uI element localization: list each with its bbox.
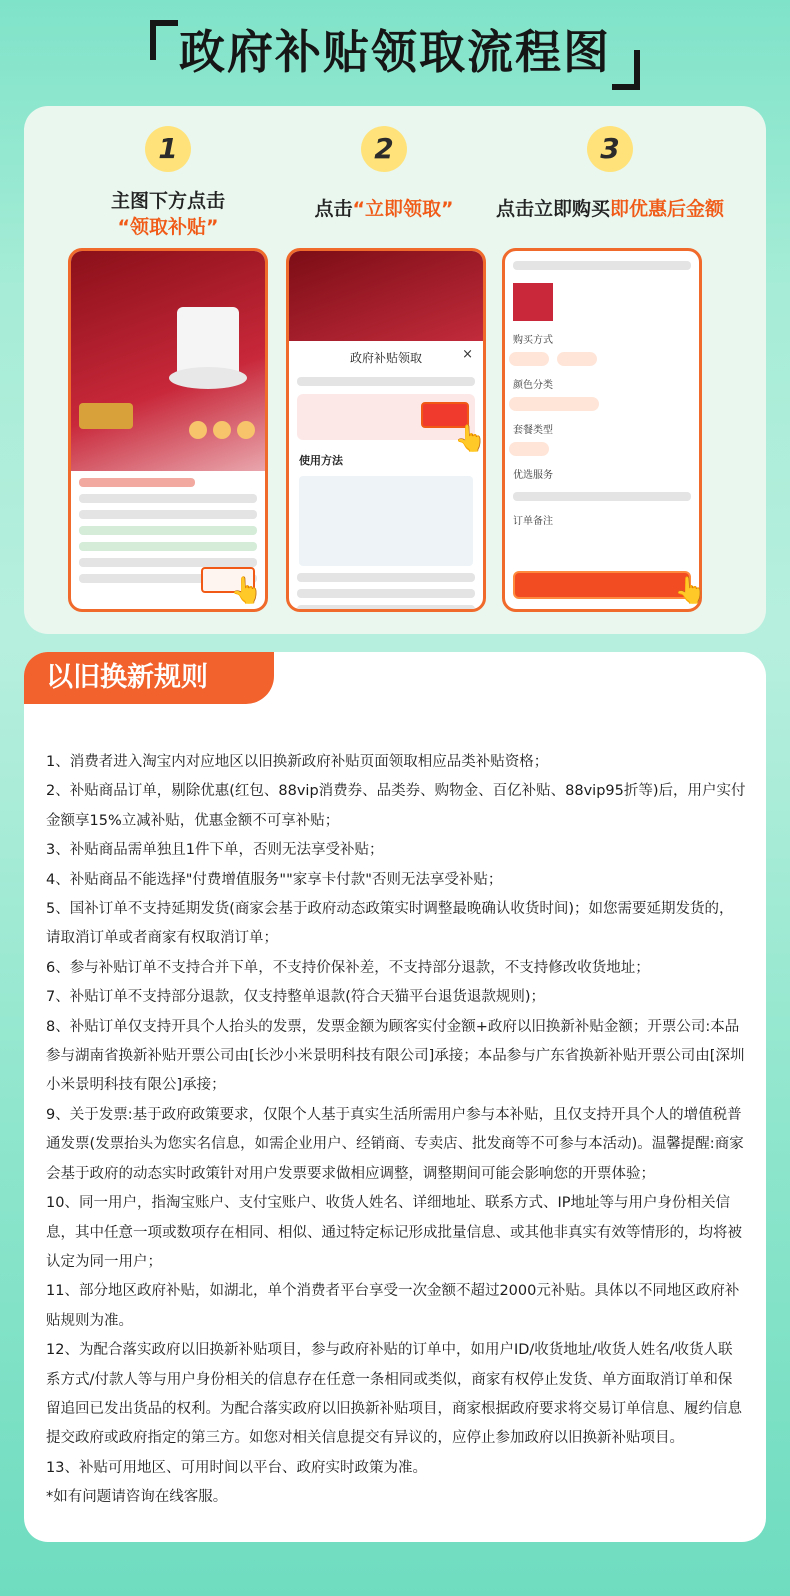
product-robot-image bbox=[169, 367, 247, 389]
option-chip bbox=[509, 397, 599, 411]
blurred-info-line bbox=[79, 542, 257, 551]
rule-item: *如有问题请咨询在线客服。 bbox=[46, 1489, 228, 1506]
phone-screenshot-3 bbox=[502, 248, 702, 612]
rules-panel bbox=[24, 652, 766, 1542]
blurred-info-line bbox=[79, 558, 257, 567]
step-2 bbox=[264, 126, 504, 222]
blurred-info-line bbox=[297, 605, 475, 612]
blurred-info-line bbox=[297, 573, 475, 582]
option-chip bbox=[509, 352, 549, 366]
step-caption bbox=[48, 188, 288, 240]
step-caption-line: 主图下方点击 bbox=[110, 190, 225, 212]
title-bracket-right bbox=[612, 50, 640, 90]
buy-now-bar-image bbox=[513, 571, 691, 599]
step-1 bbox=[48, 126, 288, 240]
step-caption bbox=[264, 196, 504, 222]
color-label: 颜色分类 bbox=[513, 380, 553, 391]
promo-badges bbox=[183, 421, 255, 443]
rule-item: 10、同一用户，指淘宝账户、支付宝账户、收货人姓名、详细地址、联系方式、IP地址等与用户身份相关信息，其中任意一项或数项存在相同、相似、通过特定标记形成批量信息、或其他非真实有效等情形的，均将被认定为同一用户； bbox=[46, 1195, 742, 1270]
close-icon: × bbox=[462, 347, 473, 362]
pointer-hand-icon: 👆 bbox=[230, 576, 263, 606]
product-hero-image bbox=[71, 251, 265, 471]
sheet-title: 政府补贴领取 bbox=[349, 351, 422, 365]
rule-item: 4、补贴商品不能选择"付费增值服务""家享卡付款"否则无法享受补贴； bbox=[46, 871, 503, 888]
step-caption-highlight: “立即领取” bbox=[352, 198, 454, 220]
blurred-info-line bbox=[297, 377, 475, 386]
blurred-shop-line bbox=[513, 261, 691, 270]
rule-item: 1、消费者进入淘宝内对应地区以旧换新政府补贴页面领取相应品类补贴资格； bbox=[46, 754, 549, 770]
rule-item: 11、部分地区政府补贴，如湖北，单个消费者平台享受一次金额不超过2000元补贴。具体以不同地区政府补贴规则为准。 bbox=[46, 1283, 740, 1329]
option-chip bbox=[557, 352, 597, 366]
package-label: 套餐类型 bbox=[513, 425, 553, 436]
price-tag-image bbox=[79, 403, 133, 429]
blurred-price-line bbox=[79, 478, 195, 487]
rule-item: 8、补贴订单仅支持开具个人抬头的发票，发票金额为顾客实付金额+政府以旧换新补贴金额；开票公司:本品参与湖南省换新补贴开票公司由[长沙小米景明科技有限公司]承接；本品参与广东省换新补贴开票公司由[深圳小米景明科技有限公]承接； bbox=[46, 1018, 745, 1094]
rule-item: 5、国补订单不支持延期发货(商家会基于政府动态政策实时调整最晚确认收货时间)；如您需要延期发货的，请取消订单或者商家有权取消订单； bbox=[46, 901, 734, 947]
page-title: 政府补贴领取流程图 bbox=[179, 25, 611, 79]
rule-item: 2、补贴商品订单，剔除优惠(红包、88vip消费券、品类券、购物金、百亿补贴、88vip95折等)后，用户实付金额享15%立减补贴，优惠金额不可享补贴； bbox=[46, 783, 746, 829]
rules-list bbox=[46, 748, 746, 1513]
blurred-info-line bbox=[297, 589, 475, 598]
step-3 bbox=[490, 126, 730, 222]
rule-item: 9、关于发票:基于政府政策要求，仅限个人基于真实生活所需用户参与本补贴，且仅支持开具个人的增值税普通发票(发票抬头为您实名信息，如需企业用户、经销商、专卖店、批发商等不可参与本活动)。温馨提醒:商家会基于政府的动态实时政策针对用户发票要求做相应调整，调整期间可能会影响您的开票体验； bbox=[46, 1106, 744, 1182]
subsidy-offer-card bbox=[297, 394, 475, 440]
option-chip bbox=[509, 442, 549, 456]
phone-screenshot-1 bbox=[68, 248, 268, 612]
usage-illustration bbox=[299, 476, 473, 566]
blurred-title-line bbox=[79, 494, 257, 503]
step-caption bbox=[490, 196, 730, 222]
blurred-info-line bbox=[79, 526, 257, 535]
buy-method-label: 购买方式 bbox=[513, 335, 553, 346]
rule-item: 3、补贴商品需单独且1件下单，否则无法享受补贴； bbox=[46, 842, 384, 859]
pointer-hand-icon: 👆 bbox=[674, 576, 707, 606]
usage-heading: 使用方法 bbox=[299, 454, 343, 467]
product-thumbnail-image bbox=[513, 283, 553, 321]
order-note-label: 订单备注 bbox=[513, 516, 553, 527]
step-number-badge: 1 bbox=[145, 126, 191, 172]
service-label: 优选服务 bbox=[513, 470, 553, 481]
rules-heading: 以旧换新规则 bbox=[24, 652, 274, 704]
blurred-info-line bbox=[513, 492, 691, 501]
pointer-hand-icon: 👆 bbox=[454, 424, 487, 454]
step-number-badge: 3 bbox=[587, 126, 633, 172]
step-caption-highlight: 即优惠后金额 bbox=[610, 198, 725, 220]
step-caption-text: 点击立即购买 bbox=[495, 198, 610, 220]
blurred-title-line bbox=[79, 510, 257, 519]
step-number-badge: 2 bbox=[361, 126, 407, 172]
product-hero-image bbox=[289, 251, 483, 341]
rule-item: 13、补贴可用地区、可用时间以平台、政府实时政策为准。 bbox=[46, 1459, 427, 1476]
rule-item: 6、参与补贴订单不支持合并下单，不支持价保补差，不支持部分退款，不支持修改收货地址； bbox=[46, 959, 650, 976]
rule-item: 7、补贴订单不支持部分退款，仅支持整单退款(符合天猫平台退货退款规则)； bbox=[46, 989, 546, 1006]
step-caption-text: 点击 bbox=[314, 198, 353, 220]
step-caption-highlight: “领取补贴” bbox=[117, 216, 219, 238]
process-panel bbox=[24, 106, 766, 634]
rule-item: 12、为配合落实政府以旧换新补贴项目，参与政府补贴的订单中，如用户ID/收货地址/收货人姓名/收货人联系方式/付款人等与用户身份相关的信息存在任意一条相同或类似，商家有权停止发货、单方面取消订单和保留追回已发出货品的权利。为配合落实政府以旧换新补贴项目，商家根据政府要求将交易订单信息、履约信息提交政府或政府指定的第三方。如您对相关信息提交有异议的，应停止参加政府以旧换新补贴项目。 bbox=[46, 1342, 742, 1447]
